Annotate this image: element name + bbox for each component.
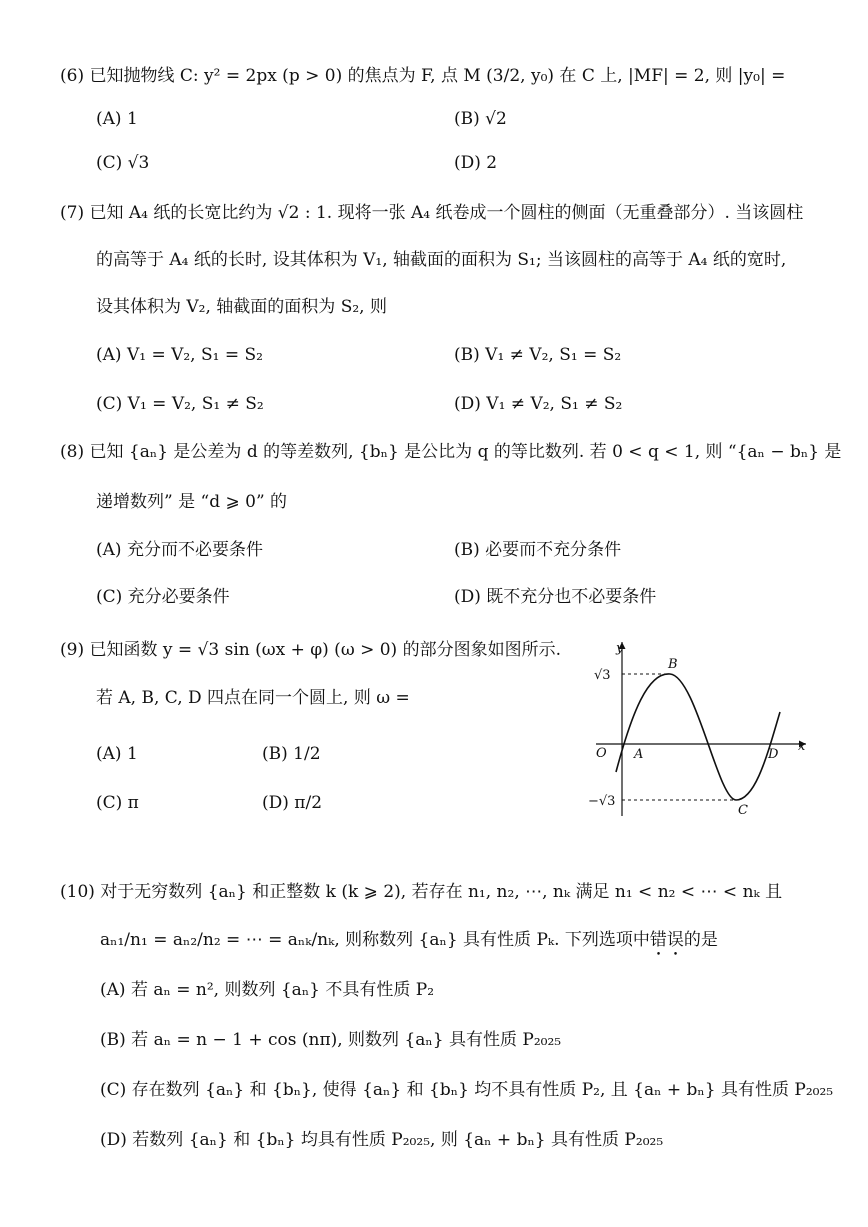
q9-line-2: 若 A, B, C, D 四点在同一个圆上, 则 ω = <box>96 688 410 708</box>
q9-option-c: (C) π <box>96 793 139 813</box>
point-d-label: D <box>768 747 779 762</box>
q10-option-d: (D) 若数列 {aₙ} 和 {bₙ} 均具有性质 P₂₀₂₅, 则 {aₙ + bₙ} 具有性质 P₂₀₂₅ <box>100 1130 664 1150</box>
q7-line-1: (7) 已知 A₄ 纸的长宽比约为 √2 : 1. 现将一张 A₄ 纸卷成一个圆柱的侧面（无重叠部分）. 当该圆柱 <box>60 203 804 223</box>
q7-line-2: 的高等于 A₄ 纸的长时, 设其体积为 V₁, 轴截面的面积为 S₁; 当该圆柱的高等于 A₄ 纸的宽时, <box>96 250 787 270</box>
origin-label: O <box>596 746 607 761</box>
q10-line-2-end: 的是 <box>683 930 718 950</box>
q9-option-a: (A) 1 <box>96 744 138 764</box>
sine-graph <box>588 632 818 822</box>
q7-option-c: (C) V₁ = V₂, S₁ ≠ S₂ <box>96 394 264 414</box>
q6-option-d: (D) 2 <box>454 153 498 173</box>
q10-emphasis-word: 错误 <box>649 930 684 950</box>
ymin-label: −√3 <box>588 794 616 809</box>
q10-option-a: (A) 若 aₙ = n², 则数列 {aₙ} 不具有性质 P₂ <box>100 980 435 1000</box>
q6-stem: (6) 已知抛物线 C: y² = 2px (p > 0) 的焦点为 F, 点 M (3/2, y₀) 在 C 上, |MF| = 2, 则 |y₀| = <box>60 66 786 86</box>
y-axis-label: y <box>616 641 624 656</box>
q7-line-3: 设其体积为 V₂, 轴截面的面积为 S₂, 则 <box>96 297 387 317</box>
q7-option-d: (D) V₁ ≠ V₂, S₁ ≠ S₂ <box>454 394 623 414</box>
q8-line-1: (8) 已知 {aₙ} 是公差为 d 的等差数列, {bₙ} 是公比为 q 的等比数列. 若 0 < q < 1, 则 “{aₙ − bₙ} 是 <box>60 442 842 462</box>
q9-option-d: (D) π/2 <box>262 793 323 813</box>
sine-curve <box>616 674 780 800</box>
q10-line-1: (10) 对于无穷数列 {aₙ} 和正整数 k (k ⩾ 2), 若存在 n₁, n₂, ⋯, nₖ 满足 n₁ < n₂ < ⋯ < nₖ 且 <box>60 882 783 902</box>
q10-option-c: (C) 存在数列 {aₙ} 和 {bₙ}, 使得 {aₙ} 和 {bₙ} 均不具有性质 P₂, 且 {aₙ + bₙ} 具有性质 P₂₀₂₅ <box>100 1080 834 1100</box>
q9-line-1: (9) 已知函数 y = √3 sin (ωx + φ) (ω > 0) 的部分图象如图所示. <box>60 640 561 660</box>
q8-option-d: (D) 既不充分也不必要条件 <box>454 587 657 607</box>
point-c-label: C <box>738 803 748 818</box>
q8-option-a: (A) 充分而不必要条件 <box>96 540 263 560</box>
q10-option-b: (B) 若 aₙ = n − 1 + cos (nπ), 则数列 {aₙ} 具有性质 P₂₀₂₅ <box>100 1030 562 1050</box>
q10-line-2-text: 则称数列 {aₙ} 具有性质 Pₖ. 下列选项中 <box>345 930 650 950</box>
q10-line-2 <box>100 928 718 960</box>
q8-option-b: (B) 必要而不充分条件 <box>454 540 622 560</box>
point-b-label: B <box>668 657 678 672</box>
q6-option-a: (A) 1 <box>96 109 138 129</box>
q6-option-c: (C) √3 <box>96 153 150 173</box>
ymax-label: √3 <box>594 668 611 683</box>
q7-option-b: (B) V₁ ≠ V₂, S₁ = S₂ <box>454 345 622 365</box>
q8-option-c: (C) 充分必要条件 <box>96 587 230 607</box>
point-a-label: A <box>634 747 644 762</box>
q7-option-a: (A) V₁ = V₂, S₁ = S₂ <box>96 345 263 365</box>
q9-option-b: (B) 1/2 <box>262 744 321 764</box>
x-axis-label: x <box>798 739 806 754</box>
q10-ratio-formula: aₙ₁/n₁ = aₙ₂/n₂ = ⋯ = aₙₖ/nₖ, <box>100 930 340 950</box>
q8-line-2: 递增数列” 是 “d ⩾ 0” 的 <box>96 492 288 512</box>
q6-option-b: (B) √2 <box>454 109 507 129</box>
